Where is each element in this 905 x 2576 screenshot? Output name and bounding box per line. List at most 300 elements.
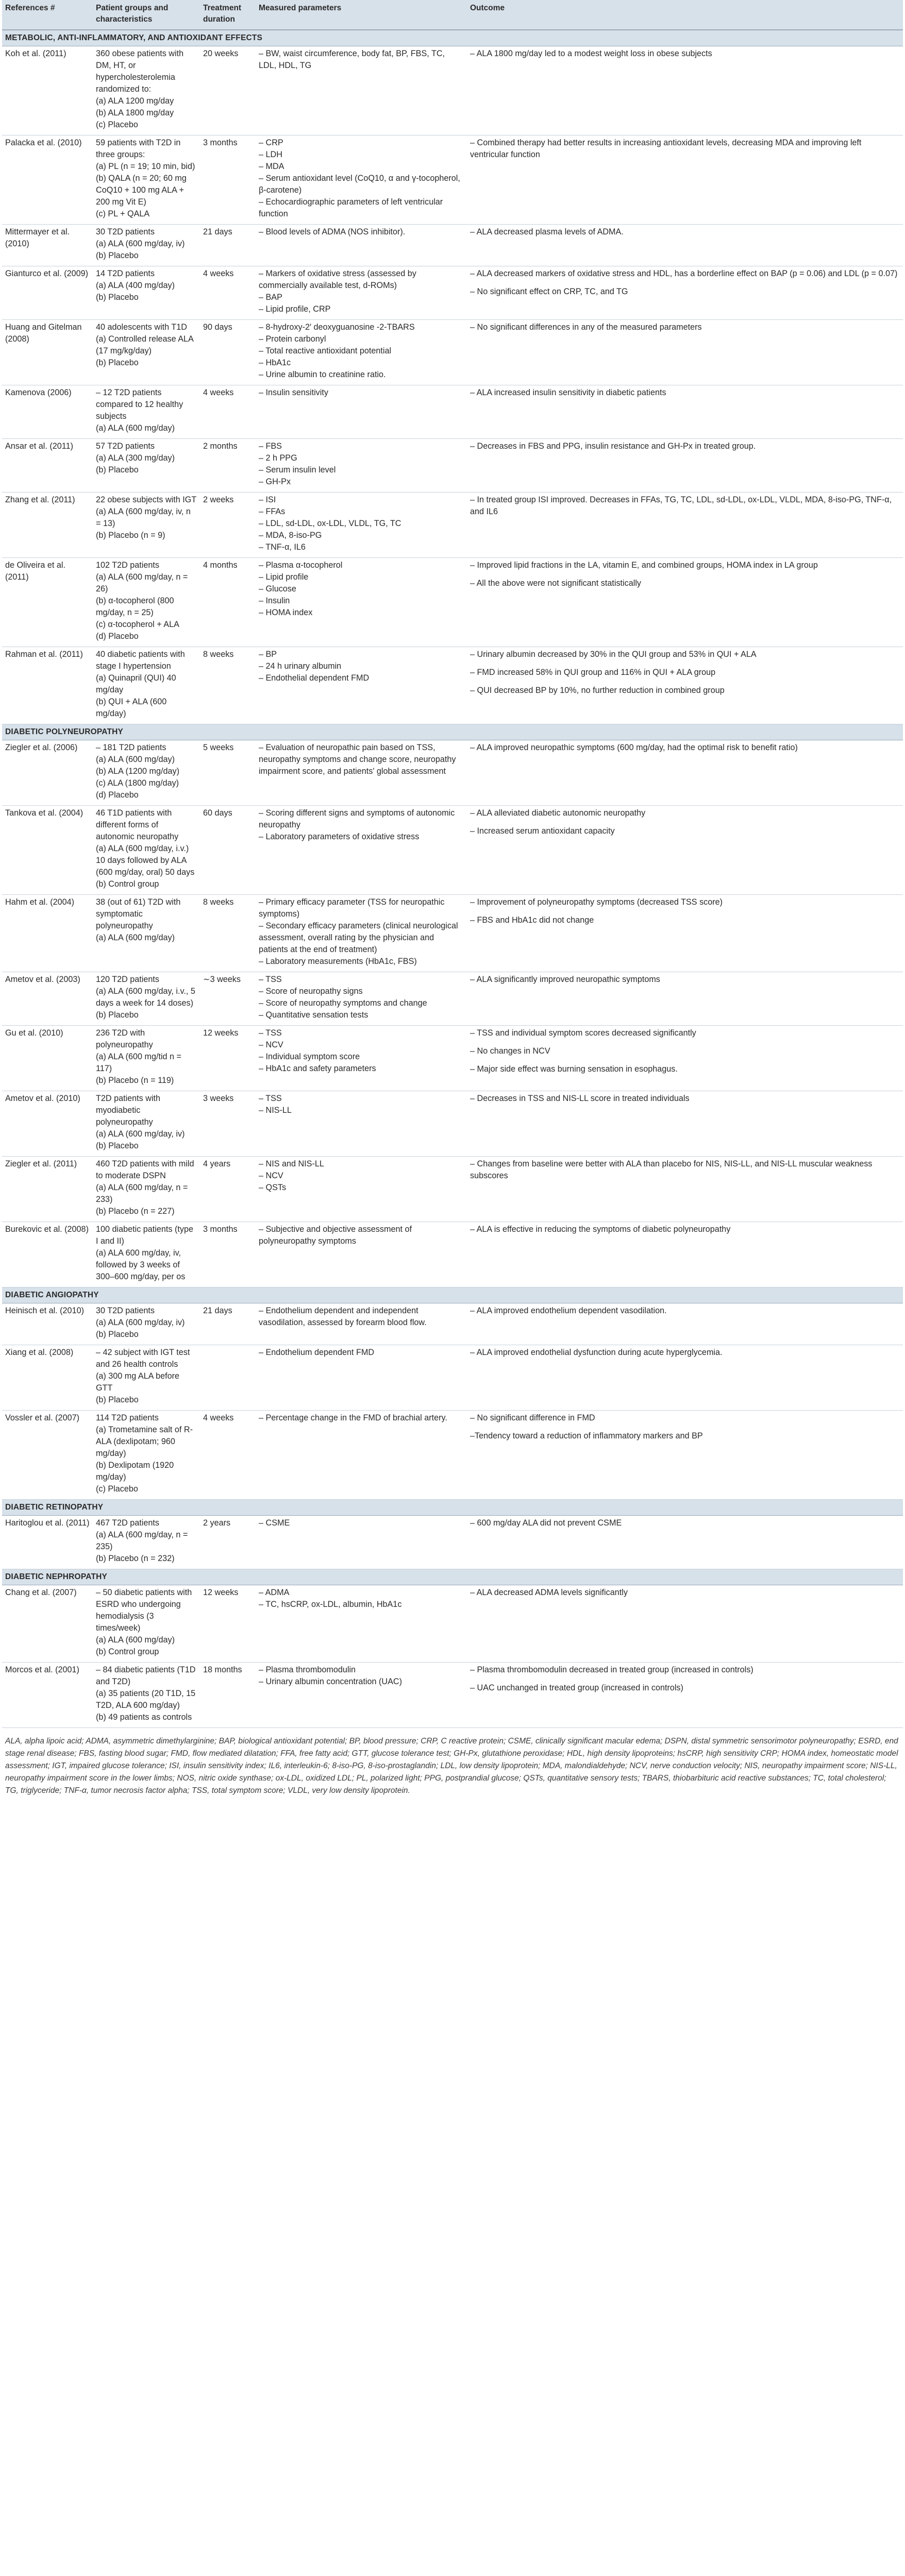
patients-cell-line: – 50 diabetic patients with ESRD who undergoing hemodialysis (3 times/week) — [96, 1588, 192, 1633]
duration-cell: 20 weeks — [200, 46, 256, 135]
patients-cell-line: (a) ALA (400 mg/day) — [96, 281, 175, 290]
patients-cell-line: 40 adolescents with T1D — [96, 323, 187, 332]
parameters-cell-line: – Markers of oxidative stress (assessed by commercially available test, d-ROMs) — [259, 269, 416, 290]
reference-cell: Tankova et al. (2004) — [2, 806, 93, 895]
parameters-cell-line: – 2 h PPG — [259, 453, 297, 463]
duration-cell: 8 weeks — [200, 647, 256, 724]
parameters-cell-line: – NIS and NIS-LL — [259, 1159, 324, 1168]
patients-cell-line: 120 T2D patients — [96, 975, 159, 984]
reference-cell: Haritoglou et al. (2011) — [2, 1516, 93, 1569]
parameters-cell — [256, 1222, 467, 1287]
outcome-cell-line: – No significant differences in any of the measured parameters — [470, 323, 702, 332]
parameters-cell-line: – Individual symptom score — [259, 1052, 360, 1061]
patients-cell-line: (a) 300 mg ALA before GTT — [96, 1371, 179, 1393]
parameters-cell-line: – Laboratory measurements (HbA1c, FBS) — [259, 957, 417, 966]
parameters-cell — [256, 493, 467, 558]
patients-cell-line: (a) ALA 1200 mg/day — [96, 96, 174, 106]
table-row — [2, 1663, 903, 1728]
table-body — [2, 30, 903, 1728]
section-header-row — [2, 1500, 903, 1516]
parameters-cell-line: – Insulin sensitivity — [259, 388, 328, 397]
patients-cell-line: 100 diabetic patients (type I and II) — [96, 1225, 193, 1246]
duration-cell: 4 months — [200, 558, 256, 647]
duration-cell — [200, 1345, 256, 1411]
parameters-cell-line: – 8-hydroxy-2′ deoxyguanosine -2-TBARS — [259, 323, 415, 332]
patients-cell-line: (a) ALA (600 mg/day, n = 26) — [96, 572, 188, 594]
table-row — [2, 1157, 903, 1222]
table-row — [2, 46, 903, 135]
outcome-cell-line: – ALA improved endothelium dependent vasodilation. — [470, 1306, 667, 1315]
parameters-cell — [256, 806, 467, 895]
outcome-cell — [467, 225, 903, 266]
outcome-cell-line: – ALA improved neuropathic symptoms (600 mg/day, had the optimal risk to benefit ratio) — [470, 743, 798, 752]
patients-cell-line: (b) Placebo (n = 232) — [96, 1554, 175, 1563]
outcome-cell — [467, 647, 903, 724]
patients-cell-line: – 12 T2D patients compared to 12 healthy subjects — [96, 388, 183, 421]
table-row — [2, 225, 903, 266]
outcome-cell-line: – Urinary albumin decreased by 30% in the QUI group and 53% in QUI + ALA — [470, 650, 757, 659]
parameters-cell — [256, 225, 467, 266]
patients-cell-line: (a) ALA (600 mg/day, iv) — [96, 239, 185, 248]
outcome-cell — [467, 1303, 903, 1345]
patients-cell-line: (a) Controlled release ALA (17 mg/kg/day) — [96, 334, 193, 355]
header-patients: Patient groups and characteristics — [93, 0, 200, 30]
patients-cell-line: (b) Dexlipotam (1920 mg/day) — [96, 1461, 174, 1482]
outcome-cell-line: – ALA decreased markers of oxidative stress and HDL, has a borderline effect on BAP (p = 0.06) and LDL (p = 0.07) — [470, 269, 898, 278]
parameters-cell-line: – NCV — [259, 1040, 283, 1049]
reference-cell: Gianturco et al. (2009) — [2, 266, 93, 320]
patients-cell-line: (d) Placebo — [96, 632, 139, 641]
parameters-cell-line: – Protein carbonyl — [259, 334, 326, 344]
outcome-cell-line: – Major side effect was burning sensation in esophagus. — [470, 1064, 678, 1074]
patients-cell — [93, 1516, 200, 1569]
outcome-cell — [467, 1663, 903, 1728]
patients-cell-line: (b) Placebo (n = 227) — [96, 1207, 175, 1216]
parameters-cell-line: – Echocardiographic parameters of left ventricular function — [259, 197, 443, 218]
parameters-cell-line: – BP — [259, 650, 277, 659]
parameters-cell — [256, 1303, 467, 1345]
outcome-cell — [467, 1345, 903, 1411]
patients-cell-line: (b) Placebo — [96, 251, 139, 260]
section-header-row — [2, 30, 903, 46]
patients-cell-line: (c) ALA (1800 mg/day) — [96, 778, 179, 788]
patients-cell-line: (a) ALA (600 mg/day, iv) — [96, 1318, 185, 1327]
duration-cell: 18 months — [200, 1663, 256, 1728]
reference-cell: Burekovic et al. (2008) — [2, 1222, 93, 1287]
duration-cell: 3 months — [200, 1222, 256, 1287]
table-row — [2, 385, 903, 439]
parameters-cell — [256, 1516, 467, 1569]
reference-cell: Xiang et al. (2008) — [2, 1345, 93, 1411]
patients-cell — [93, 266, 200, 320]
table-row — [2, 1345, 903, 1411]
reference-cell: Ametov et al. (2010) — [2, 1091, 93, 1157]
parameters-cell-line: – Lipid profile — [259, 572, 309, 582]
parameters-cell — [256, 895, 467, 972]
outcome-cell-line: – No changes in NCV — [470, 1046, 550, 1056]
parameters-cell-line: – Urinary albumin concentration (UAC) — [259, 1677, 402, 1686]
table-row — [2, 647, 903, 724]
duration-cell: 90 days — [200, 320, 256, 385]
outcome-cell — [467, 1222, 903, 1287]
patients-cell-line: 22 obese subjects with IGT — [96, 495, 197, 504]
patients-cell-line: 46 T1D patients with different forms of autonomic neuropathy — [96, 808, 179, 841]
table-row — [2, 439, 903, 493]
section-title: DIABETIC NEPHROPATHY — [2, 1569, 903, 1585]
patients-cell — [93, 1345, 200, 1411]
header-reference: References # — [2, 0, 93, 30]
patients-cell-line: (a) ALA (300 mg/day) — [96, 453, 175, 463]
patients-cell-line: (b) α-tocopherol (800 mg/day, n = 25) — [96, 596, 174, 617]
patients-cell — [93, 1222, 200, 1287]
reference-cell: Hahm et al. (2004) — [2, 895, 93, 972]
patients-cell-line: (b) Placebo — [96, 1010, 139, 1020]
outcome-cell — [467, 320, 903, 385]
table-row — [2, 320, 903, 385]
patients-cell — [93, 647, 200, 724]
parameters-cell-line: – LDH — [259, 150, 282, 159]
patients-cell-line: (b) QALA (n = 20; 60 mg CoQ10 + 100 mg ALA + 200 mg Vit E) — [96, 174, 187, 207]
patients-cell-line: (b) QUI + ALA (600 mg/day) — [96, 697, 167, 718]
parameters-cell-line: – Secondary efficacy parameters (clinical neurological assessment, overall rating by the physician and patients at the end of treatment) — [259, 921, 458, 954]
parameters-cell — [256, 558, 467, 647]
patients-cell-line: (a) PL (n = 19; 10 min, bid) — [96, 162, 195, 171]
parameters-cell-line: – BW, waist circumference, body fat, BP, FBS, TC, LDL, HDL, TG — [259, 49, 445, 70]
patients-cell — [93, 1411, 200, 1500]
duration-cell: 2 weeks — [200, 493, 256, 558]
outcome-cell-line: – 600 mg/day ALA did not prevent CSME — [470, 1518, 622, 1528]
patients-cell — [93, 806, 200, 895]
patients-cell-line: (a) ALA (600 mg/day) — [96, 1635, 175, 1645]
parameters-cell-line: – Endothelium dependent FMD — [259, 1348, 375, 1357]
outcome-cell — [467, 1516, 903, 1569]
patients-cell-line: (a) ALA (600 mg/day) — [96, 755, 175, 764]
patients-cell-line: 30 T2D patients — [96, 227, 155, 236]
patients-cell-line: – 181 T2D patients — [96, 743, 166, 752]
table-row — [2, 740, 903, 806]
parameters-cell-line: – TSS — [259, 1028, 282, 1038]
patients-cell-line: (a) 35 patients (20 T1D, 15 T2D, ALA 600 mg/day) — [96, 1689, 196, 1710]
outcome-cell-line: – TSS and individual symptom scores decreased significantly — [470, 1028, 696, 1038]
outcome-cell — [467, 740, 903, 806]
patients-cell — [93, 895, 200, 972]
duration-cell: 2 years — [200, 1516, 256, 1569]
patients-cell-line: (a) ALA (600 mg/day, iv, n = 13) — [96, 507, 191, 528]
reference-cell: Palacka et al. (2010) — [2, 135, 93, 225]
parameters-cell-line: – ADMA — [259, 1588, 290, 1597]
parameters-cell-line: – FFAs — [259, 507, 286, 516]
parameters-cell-line: – GH-Px — [259, 477, 291, 486]
outcome-cell — [467, 806, 903, 895]
outcome-cell-line: – FMD increased 58% in QUI group and 116% in QUI + ALA group — [470, 668, 716, 677]
parameters-cell-line: – Score of neuropathy signs — [259, 987, 363, 996]
patients-cell-line: (a) Quinapril (QUI) 40 mg/day — [96, 673, 176, 694]
patients-cell-line: 38 (out of 61) T2D with symptomatic polyneuropathy — [96, 897, 181, 930]
patients-cell-line: (b) Placebo (n = 9) — [96, 531, 165, 540]
duration-cell: 4 weeks — [200, 385, 256, 439]
table-row — [2, 1585, 903, 1663]
outcome-cell-line: – Decreases in TSS and NIS-LL score in treated individuals — [470, 1094, 690, 1103]
outcome-cell-line: – ALA significantly improved neuropathic symptoms — [470, 975, 660, 984]
duration-cell: 4 years — [200, 1157, 256, 1222]
parameters-cell — [256, 1411, 467, 1500]
patients-cell-line: (b) Placebo — [96, 465, 139, 474]
reference-cell: Morcos et al. (2001) — [2, 1663, 93, 1728]
patients-cell-line: (a) ALA (600 mg/day, n = 233) — [96, 1183, 188, 1204]
patients-cell — [93, 740, 200, 806]
header-parameters: Measured parameters — [256, 0, 467, 30]
reference-cell: de Oliveira et al. (2011) — [2, 558, 93, 647]
patients-cell — [93, 320, 200, 385]
patients-cell — [93, 558, 200, 647]
patients-cell — [93, 225, 200, 266]
patients-cell-line: (b) Placebo — [96, 1395, 139, 1404]
parameters-cell-line: – TSS — [259, 975, 282, 984]
outcome-cell — [467, 266, 903, 320]
parameters-cell-line: – FBS — [259, 442, 282, 451]
parameters-cell-line: – HbA1c — [259, 358, 291, 367]
parameters-cell-line: – HbA1c and safety parameters — [259, 1064, 376, 1073]
table-row — [2, 266, 903, 320]
reference-cell: Ziegler et al. (2011) — [2, 1157, 93, 1222]
parameters-cell-line: – Subjective and objective assessment of polyneuropathy symptoms — [259, 1225, 412, 1246]
outcome-cell — [467, 493, 903, 558]
patients-cell — [93, 1091, 200, 1157]
parameters-cell — [256, 135, 467, 225]
reference-cell: Heinisch et al. (2010) — [2, 1303, 93, 1345]
outcome-cell — [467, 1091, 903, 1157]
parameters-cell-line: – Serum antioxidant level (CoQ10, α and γ-tocopherol, β-carotene) — [259, 174, 460, 195]
patients-cell-line: 14 T2D patients — [96, 269, 155, 278]
patients-cell-line: (a) ALA (600 mg/day, iv) — [96, 1129, 185, 1139]
patients-cell-line: (a) ALA (600 mg/day) — [96, 933, 175, 942]
parameters-cell-line: – Glucose — [259, 584, 296, 594]
parameters-cell — [256, 1345, 467, 1411]
duration-cell: 5 weeks — [200, 740, 256, 806]
outcome-cell — [467, 135, 903, 225]
reference-cell: Ziegler et al. (2006) — [2, 740, 93, 806]
parameters-cell-line: – Endothelium dependent and independent vasodilation, assessed by forearm blood flow. — [259, 1306, 427, 1327]
parameters-cell-line: – LDL, sd-LDL, ox-LDL, VLDL, TG, TC — [259, 519, 401, 528]
parameters-cell-line: – Urine albumin to creatinine ratio. — [259, 370, 386, 379]
patients-cell-line: (a) ALA 600 mg/day, iv, followed by 3 weeks of 300–600 mg/day, per os — [96, 1248, 186, 1281]
table-row — [2, 558, 903, 647]
patients-cell — [93, 493, 200, 558]
parameters-cell — [256, 647, 467, 724]
reference-cell: Ametov et al. (2003) — [2, 972, 93, 1026]
outcome-cell-line: – All the above were not significant statistically — [470, 579, 642, 588]
duration-cell: 2 months — [200, 439, 256, 493]
parameters-cell-line: – Plasma thrombomodulin — [259, 1665, 356, 1674]
outcome-cell — [467, 1157, 903, 1222]
patients-cell-line: (b) Placebo — [96, 293, 139, 302]
outcome-cell-line: – Combined therapy had better results in increasing antioxidant levels, decreasing MDA and improving left ventricular function — [470, 138, 862, 159]
patients-cell — [93, 1663, 200, 1728]
patients-cell-line: (b) Placebo (n = 119) — [96, 1076, 174, 1085]
parameters-cell — [256, 1026, 467, 1091]
patients-cell-line: 114 T2D patients — [96, 1413, 159, 1422]
reference-cell: Vossler et al. (2007) — [2, 1411, 93, 1500]
patients-cell-line: 30 T2D patients — [96, 1306, 155, 1315]
outcome-cell — [467, 1026, 903, 1091]
patients-cell-line: (c) α-tocopherol + ALA — [96, 620, 179, 629]
table-row — [2, 493, 903, 558]
patients-cell — [93, 1303, 200, 1345]
parameters-cell-line: – 24 h urinary albumin — [259, 662, 342, 671]
duration-cell: 60 days — [200, 806, 256, 895]
reference-cell: Chang et al. (2007) — [2, 1585, 93, 1663]
parameters-cell — [256, 385, 467, 439]
reference-cell: Mittermayer et al. (2010) — [2, 225, 93, 266]
reference-cell: Rahman et al. (2011) — [2, 647, 93, 724]
parameters-cell-line: – Endothelial dependent FMD — [259, 673, 370, 683]
outcome-cell-line: – UAC unchanged in treated group (increased in controls) — [470, 1683, 683, 1692]
patients-cell — [93, 972, 200, 1026]
patients-cell-line: – 42 subject with IGT test and 26 health controls — [96, 1348, 190, 1369]
parameters-cell-line: – Blood levels of ADMA (NOS inhibitor). — [259, 227, 406, 236]
section-header-row — [2, 724, 903, 740]
parameters-cell — [256, 320, 467, 385]
duration-cell: 4 weeks — [200, 266, 256, 320]
outcome-cell — [467, 385, 903, 439]
duration-cell: ∼3 weeks — [200, 972, 256, 1026]
parameters-cell — [256, 1091, 467, 1157]
patients-cell-line: (c) Placebo — [96, 1484, 138, 1494]
patients-cell-line: (b) Control group — [96, 1647, 159, 1656]
parameters-cell — [256, 1663, 467, 1728]
patients-cell-line: 59 patients with T2D in three groups: — [96, 138, 181, 159]
outcome-cell-line: – Increased serum antioxidant capacity — [470, 826, 615, 836]
parameters-cell-line: – Primary efficacy parameter (TSS for neuropathic symptoms) — [259, 897, 445, 919]
outcome-cell-line: – Improvement of polyneuropathy symptoms (decreased TSS score) — [470, 897, 723, 907]
patients-cell-line: (b) Placebo — [96, 358, 139, 367]
patients-cell-line: (c) Placebo — [96, 120, 138, 129]
outcome-cell-line: – In treated group ISI improved. Decreases in FFAs, TG, TC, LDL, sd-LDL, ox-LDL, VLDL, MDA, 8-iso-PG, TNF-α, and IL6 — [470, 495, 892, 516]
outcome-cell-line: – QUI decreased BP by 10%, no further reduction in combined group — [470, 686, 725, 695]
outcome-cell-line: – No significant effect on CRP, TC, and TG — [470, 287, 628, 296]
table-row — [2, 895, 903, 972]
patients-cell-line: (d) Placebo — [96, 790, 139, 800]
reference-cell: Kamenova (2006) — [2, 385, 93, 439]
table-row — [2, 1026, 903, 1091]
outcome-cell — [467, 1585, 903, 1663]
patients-cell-line: – 84 diabetic patients (T1D and T2D) — [96, 1665, 196, 1686]
patients-cell — [93, 1157, 200, 1222]
parameters-cell-line: – BAP — [259, 293, 282, 302]
parameters-cell-line: – Total reactive antioxidant potential — [259, 346, 392, 355]
outcome-cell — [467, 439, 903, 493]
outcome-cell — [467, 46, 903, 135]
patients-cell-line: (b) Control group — [96, 879, 159, 889]
outcome-cell-line: – ALA is effective in reducing the symptoms of diabetic polyneuropathy — [470, 1225, 731, 1234]
patients-cell-line: (b) Placebo — [96, 1141, 139, 1150]
duration-cell: 4 weeks — [200, 1411, 256, 1500]
parameters-cell-line: – MDA — [259, 162, 284, 171]
reference-cell: Zhang et al. (2011) — [2, 493, 93, 558]
patients-cell-line: (b) ALA 1800 mg/day — [96, 108, 174, 117]
patients-cell-line: (b) 49 patients as controls — [96, 1713, 192, 1722]
outcome-cell-line: – No significant difference in FMD — [470, 1413, 595, 1422]
outcome-cell — [467, 895, 903, 972]
outcome-cell-line: – FBS and HbA1c did not change — [470, 916, 594, 925]
outcome-cell-line: – Plasma thrombomodulin decreased in treated group (increased in controls) — [470, 1665, 753, 1674]
parameters-cell — [256, 1585, 467, 1663]
patients-cell — [93, 46, 200, 135]
patients-cell-line: 236 T2D with polyneuropathy — [96, 1028, 153, 1049]
duration-cell: 12 weeks — [200, 1026, 256, 1091]
section-title: DIABETIC ANGIOPATHY — [2, 1287, 903, 1303]
patients-cell — [93, 385, 200, 439]
parameters-cell-line: – Insulin — [259, 596, 290, 605]
reference-cell: Huang and Gitelman (2008) — [2, 320, 93, 385]
parameters-cell-line: – ISI — [259, 495, 276, 504]
section-title: METABOLIC, ANTI-INFLAMMATORY, AND ANTIOXIDANT EFFECTS — [2, 30, 903, 46]
reference-cell: Koh et al. (2011) — [2, 46, 93, 135]
parameters-cell — [256, 972, 467, 1026]
outcome-cell-line: – ALA 1800 mg/day led to a modest weight loss in obese subjects — [470, 49, 712, 58]
table-row — [2, 1411, 903, 1500]
outcome-cell-line: – Improved lipid fractions in the LA, vitamin E, and combined groups, HOMA index in LA group — [470, 561, 818, 570]
patients-cell-line: 467 T2D patients — [96, 1518, 159, 1528]
patients-cell — [93, 1026, 200, 1091]
reference-cell: Ansar et al. (2011) — [2, 439, 93, 493]
parameters-cell-line: – TC, hsCRP, ox-LDL, albumin, HbA1c — [259, 1600, 402, 1609]
outcome-cell-line: – Changes from baseline were better with ALA than placebo for NIS, NIS-LL, and NIS-LL muscular weakness subscores — [470, 1159, 873, 1180]
patients-cell — [93, 439, 200, 493]
duration-cell: 3 weeks — [200, 1091, 256, 1157]
parameters-cell-line: – CSME — [259, 1518, 290, 1528]
parameters-cell-line: – NIS-LL — [259, 1106, 292, 1115]
patients-cell — [93, 135, 200, 225]
parameters-cell — [256, 1157, 467, 1222]
patients-cell-line: T2D patients with myodiabetic polyneuropathy — [96, 1094, 161, 1127]
table-row — [2, 1091, 903, 1157]
patients-cell-line: (c) PL + QALA — [96, 209, 150, 218]
section-header-row — [2, 1287, 903, 1303]
outcome-cell — [467, 1411, 903, 1500]
parameters-cell-line: – Quantitative sensation tests — [259, 1010, 368, 1020]
table-row — [2, 1222, 903, 1287]
patients-cell-line: 460 T2D patients with mild to moderate DSPN — [96, 1159, 194, 1180]
patients-cell-line: 40 diabetic patients with stage I hypertension — [96, 650, 185, 671]
parameters-cell-line: – QSTs — [259, 1183, 287, 1192]
parameters-cell-line: – Laboratory parameters of oxidative stress — [259, 832, 420, 841]
parameters-cell-line: – Scoring different signs and symptoms of autonomic neuropathy — [259, 808, 455, 829]
parameters-cell-line: – Evaluation of neuropathic pain based on TSS, neuropathy symptoms and change score, neuropathy impairment score, and patients' global assessment — [259, 743, 456, 776]
parameters-cell-line: – MDA, 8-iso-PG — [259, 531, 322, 540]
parameters-cell-line: – NCV — [259, 1171, 283, 1180]
patients-cell — [93, 1585, 200, 1663]
outcome-cell-line: –Tendency toward a reduction of inflammatory markers and BP — [470, 1431, 703, 1440]
outcome-cell-line: – ALA alleviated diabetic autonomic neuropathy — [470, 808, 646, 818]
patients-cell-line: (a) ALA (600 mg/day) — [96, 423, 175, 433]
section-header-row — [2, 1569, 903, 1585]
parameters-cell — [256, 740, 467, 806]
patients-cell-line: (a) ALA (600 mg/tid n = 117) — [96, 1052, 182, 1073]
duration-cell: 8 weeks — [200, 895, 256, 972]
duration-cell: 21 days — [200, 225, 256, 266]
reference-cell: Gu et al. (2010) — [2, 1026, 93, 1091]
outcome-cell-line: – ALA increased insulin sensitivity in diabetic patients — [470, 388, 666, 397]
abbreviations-footnote: ALA, alpha lipoic acid; ADMA, asymmetric dimethylarginine; BAP, biological antioxidant potential; BP, blood pressure; CRP, C reactive protein; CSME, clinically significant macular edema; DSPN, distal symmetric sensorimotor polyneuropathy; ESRD, end stage renal disease; FBS, fasting blood sugar; FMD, flow mediated dilatation; FFA, free fatty acid; GTT, glucose tolerance test; GH-Px, glutathione peroxidase; HDL, high density lipoproteins; hsCRP, high sensitivity CRP; HOMA index, homeostatic model assessment; IGT, impaired glucose tolerance; ISI, insulin sensitivity index; IL6, interleukin-6; 8-iso-PG, 8-iso-prostaglandin; LDL, low density lipoprotein; MDA, malondialdehyde; NCV, nerve conduction velocity; NIS, neuropathy impairment score; NIS-LL, neuropathy impairment score in the lower limbs; NOS, nitric oxide synthase; ox-LDL, oxidized LDL; PL, polarized light; PPG, postprandial glucose; QSTs, quantitative sensory tests; TBARS, thiobarbituric acid reactive substances; TC, total cholesterol; TG, triglyceride; TNF-α, tumor necrosis factor alpha; TSS, total symptom score; VLDL, very low density lipoprotein. — [5, 1737, 898, 1795]
table-row — [2, 135, 903, 225]
patients-cell-line: (a) ALA (600 mg/day, n = 235) — [96, 1530, 188, 1551]
parameters-cell-line: – CRP — [259, 138, 283, 147]
outcome-cell-line: – Decreases in FBS and PPG, insulin resistance and GH-Px in treated group. — [470, 442, 756, 451]
patients-cell-line: 57 T2D patients — [96, 442, 155, 451]
table-row — [2, 972, 903, 1026]
patients-cell-line: (a) Trometamine salt of R-ALA (dexlipotam; 960 mg/day) — [96, 1425, 193, 1458]
